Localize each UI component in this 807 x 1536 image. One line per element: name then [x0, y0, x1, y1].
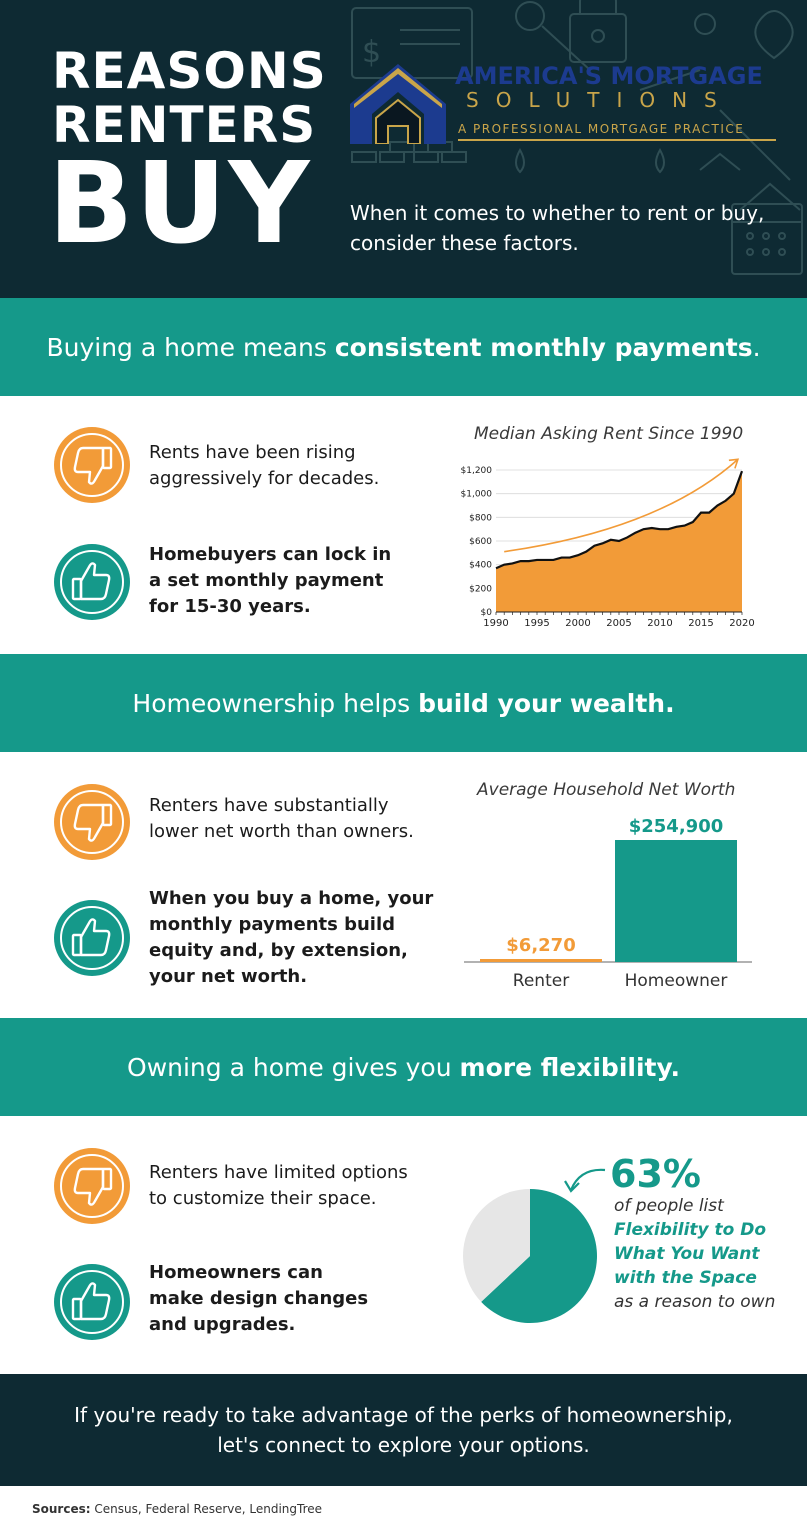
y-tick-label: $0	[480, 608, 492, 618]
section-2-banner	[0, 654, 807, 752]
bar-value-label: $254,900	[628, 816, 724, 837]
x-tick-label: 2005	[606, 618, 632, 629]
x-tick-label: 1995	[524, 618, 550, 629]
sources	[32, 1502, 322, 1516]
flexibility-pie-chart	[455, 1150, 615, 1330]
pie-description	[614, 1194, 794, 1314]
section-3-banner	[0, 1018, 807, 1116]
banner-text: Owning a home gives you	[127, 1052, 460, 1082]
bar-category-label: Renter	[512, 971, 570, 991]
drop-icon	[516, 150, 524, 172]
padlock-icon	[570, 14, 626, 62]
positive-statement-2: When you buy a home, your monthly payments build equity and, by extension, your net worth.	[149, 888, 434, 987]
positive-statement-3: Homeowners can make design changes and upgrades.	[149, 1262, 369, 1335]
y-tick-label: $800	[469, 513, 492, 524]
x-tick-label: 2000	[565, 618, 591, 629]
pie-text-before: of people list	[614, 1196, 724, 1216]
negative-statement-1: Rents have been rising aggressively for decades.	[149, 442, 380, 489]
y-tick-label: $1,000	[460, 489, 492, 500]
key-icon	[516, 2, 544, 30]
logo-company-name: AMERICA'S MORTGAGE	[455, 62, 763, 90]
title-line-2: RENTERS	[52, 96, 317, 154]
title-line-3: BUY	[48, 139, 312, 269]
banner-text: Homeownership helps	[132, 688, 419, 718]
bar-renter	[480, 959, 602, 962]
positive-statement-1: Homebuyers can lock in a set monthly payment for 15-30 years.	[149, 544, 392, 617]
banner-bold: consistent monthly payments	[334, 332, 753, 362]
thumbs-down-icon	[53, 783, 131, 861]
heart-icon	[755, 11, 792, 58]
y-tick-label: $400	[469, 560, 492, 571]
negative-statement-2: Renters have substantially lower net worth than owners.	[149, 795, 414, 842]
intro-text: When it comes to whether to rent or buy, consider these factors.	[350, 201, 765, 255]
sources-label: Sources:	[32, 1502, 91, 1516]
networth-bar-chart	[460, 812, 760, 992]
svg-text:$: $	[362, 35, 382, 70]
y-tick-label: $1,200	[460, 466, 492, 476]
y-tick-label: $600	[469, 537, 492, 547]
pie-text-highlight: Flexibility to Do What You Want with the Space	[614, 1220, 767, 1288]
bar-value-label: $6,270	[506, 934, 576, 956]
x-tick-label: 2010	[647, 618, 673, 629]
rent-chart-title: Median Asking Rent Since 1990	[474, 424, 744, 444]
sources-text: Census, Federal Reserve, LendingTree	[90, 1502, 323, 1516]
banner-bold: more flexibility.	[459, 1052, 680, 1082]
thumbs-down-icon	[53, 426, 131, 504]
logo-tagline: A PROFESSIONAL MORTGAGE PRACTICE	[458, 122, 745, 136]
footer-cta	[0, 1374, 807, 1486]
logo-solutions: SOLUTIONS	[466, 88, 734, 112]
bar-category-label: Homeowner	[624, 971, 728, 991]
thumbs-down-icon	[53, 1147, 131, 1225]
banner-text: Buying a home means	[46, 332, 335, 362]
title-line-1: REASONS	[52, 42, 327, 100]
networth-chart-title: Average Household Net Worth	[477, 780, 736, 800]
thumbs-up-icon	[53, 543, 131, 621]
pie-text-after: as a reason to own	[614, 1292, 776, 1312]
x-tick-label: 2020	[729, 618, 755, 629]
section-1-banner	[0, 298, 807, 396]
x-tick-label: 2015	[688, 618, 714, 629]
pie-percent-label: 63%	[610, 1152, 701, 1196]
bar-homeowner	[615, 840, 737, 962]
y-tick-label: $200	[469, 584, 492, 595]
footer-line-1: If you're ready to take advantage of the perks of homeownership,	[74, 1403, 733, 1427]
rent-area-chart	[450, 452, 770, 636]
company-logo-icon	[350, 64, 446, 144]
negative-statement-3: Renters have limited options to customize their space.	[149, 1162, 408, 1209]
banner-end: .	[752, 332, 761, 362]
logo-divider	[458, 139, 776, 141]
footer-line-2: let's connect to explore your options.	[217, 1433, 590, 1457]
header	[0, 0, 807, 298]
thumbs-up-icon	[53, 1263, 131, 1341]
x-tick-label: 1990	[483, 618, 509, 629]
thumbs-up-icon	[53, 899, 131, 977]
banner-bold: build your wealth.	[418, 688, 675, 718]
pin-icon	[695, 14, 715, 34]
